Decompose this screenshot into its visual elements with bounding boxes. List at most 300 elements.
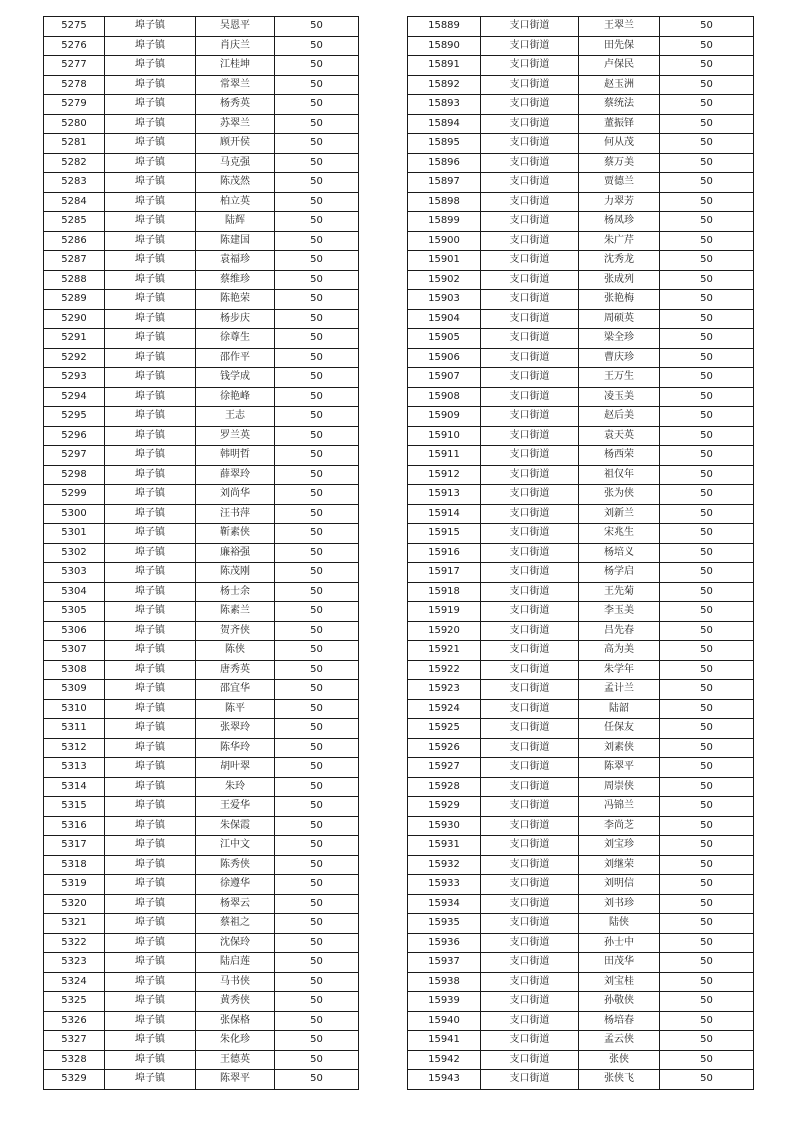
cell-amount: 50 [275,173,359,193]
cell-name: 王志 [196,407,275,427]
table-row [408,251,754,271]
cell-town: 支口街道 [481,543,579,563]
cell-amount: 50 [660,953,754,973]
cell-town: 支口街道 [481,933,579,953]
table-row [44,894,359,914]
cell-number: 5292 [44,348,105,368]
cell-amount: 50 [275,777,359,797]
cell-amount: 50 [660,17,754,37]
cell-amount: 50 [275,368,359,388]
cell-town: 埠子镇 [105,290,196,310]
table-row [44,387,359,407]
cell-amount: 50 [275,563,359,583]
cell-name: 常翠兰 [196,75,275,95]
cell-town: 埠子镇 [105,797,196,817]
cell-town: 埠子镇 [105,75,196,95]
cell-number: 5310 [44,699,105,719]
cell-name: 刘尚华 [196,485,275,505]
table-row [44,738,359,758]
cell-amount: 50 [275,680,359,700]
cell-amount: 50 [660,426,754,446]
table-row [408,231,754,251]
cell-amount: 50 [275,602,359,622]
cell-town: 埠子镇 [105,543,196,563]
cell-name: 薛翠玲 [196,465,275,485]
cell-amount: 50 [660,719,754,739]
cell-amount: 50 [660,134,754,154]
cell-amount: 50 [660,524,754,544]
table-row [408,134,754,154]
cell-name: 吕先春 [579,621,660,641]
cell-town: 支口街道 [481,524,579,544]
table-row [44,914,359,934]
cell-name: 陈平 [196,699,275,719]
table-row [408,1050,754,1070]
cell-amount: 50 [660,797,754,817]
cell-town: 支口街道 [481,641,579,661]
cell-name: 陈华玲 [196,738,275,758]
cell-name: 韩明哲 [196,446,275,466]
cell-name: 任保友 [579,719,660,739]
cell-name: 柏立英 [196,192,275,212]
cell-name: 陆韶 [579,699,660,719]
cell-amount: 50 [275,426,359,446]
table-row [44,758,359,778]
cell-town: 埠子镇 [105,348,196,368]
table-row [44,602,359,622]
cell-name: 徐艳峰 [196,387,275,407]
cell-town: 埠子镇 [105,407,196,427]
cell-name: 江桂坤 [196,56,275,76]
cell-number: 15900 [408,231,481,251]
cell-amount: 50 [275,660,359,680]
cell-number: 5280 [44,114,105,134]
cell-name: 刘明信 [579,875,660,895]
cell-amount: 50 [660,231,754,251]
cell-amount: 50 [275,134,359,154]
cell-name: 袁福珍 [196,251,275,271]
cell-number: 5317 [44,836,105,856]
cell-name: 李玉美 [579,602,660,622]
table-row [44,699,359,719]
cell-town: 支口街道 [481,758,579,778]
cell-town: 埠子镇 [105,329,196,349]
table-row [44,134,359,154]
table-row [408,543,754,563]
table-row [44,446,359,466]
cell-amount: 50 [275,914,359,934]
table-row [44,114,359,134]
cell-number: 5275 [44,17,105,37]
cell-amount: 50 [660,114,754,134]
cell-town: 支口街道 [481,231,579,251]
cell-name: 贾德兰 [579,173,660,193]
cell-amount: 50 [660,270,754,290]
cell-name: 王德英 [196,1050,275,1070]
cell-town: 埠子镇 [105,270,196,290]
cell-town: 埠子镇 [105,212,196,232]
table-row [408,660,754,680]
cell-town: 支口街道 [481,836,579,856]
table-row [408,270,754,290]
cell-amount: 50 [660,816,754,836]
cell-amount: 50 [660,75,754,95]
cell-number: 5295 [44,407,105,427]
cell-number: 5314 [44,777,105,797]
cell-name: 朱学年 [579,660,660,680]
cell-number: 5308 [44,660,105,680]
cell-name: 周硕英 [579,309,660,329]
table-row [44,95,359,115]
cell-town: 支口街道 [481,1070,579,1090]
cell-name: 钱学成 [196,368,275,388]
cell-amount: 50 [275,504,359,524]
cell-number: 5279 [44,95,105,115]
cell-number: 5312 [44,738,105,758]
cell-town: 埠子镇 [105,524,196,544]
cell-town: 埠子镇 [105,894,196,914]
table-row [44,660,359,680]
cell-name: 陆侠 [579,914,660,934]
cell-number: 5299 [44,485,105,505]
cell-town: 支口街道 [481,972,579,992]
cell-amount: 50 [275,192,359,212]
cell-number: 5319 [44,875,105,895]
cell-name: 杨步庆 [196,309,275,329]
cell-amount: 50 [660,192,754,212]
cell-town: 埠子镇 [105,251,196,271]
cell-number: 15898 [408,192,481,212]
cell-amount: 50 [660,95,754,115]
cell-number: 5301 [44,524,105,544]
table-row [44,212,359,232]
table-row [408,114,754,134]
cell-town: 支口街道 [481,777,579,797]
cell-number: 5307 [44,641,105,661]
cell-name: 苏翠兰 [196,114,275,134]
cell-name: 张保格 [196,1011,275,1031]
cell-number: 5282 [44,153,105,173]
cell-amount: 50 [660,212,754,232]
cell-number: 15928 [408,777,481,797]
cell-town: 埠子镇 [105,17,196,37]
cell-town: 支口街道 [481,738,579,758]
cell-name: 赵玉洲 [579,75,660,95]
cell-town: 埠子镇 [105,173,196,193]
table-row [44,680,359,700]
cell-number: 5305 [44,602,105,622]
cell-town: 支口街道 [481,153,579,173]
cell-name: 孙敬侠 [579,992,660,1012]
cell-number: 5313 [44,758,105,778]
cell-amount: 50 [660,933,754,953]
cell-amount: 50 [275,387,359,407]
cell-name: 蔡维珍 [196,270,275,290]
table-row [44,875,359,895]
cell-name: 孙士中 [579,933,660,953]
cell-name: 梁全珍 [579,329,660,349]
cell-name: 凌玉美 [579,387,660,407]
cell-amount: 50 [275,543,359,563]
cell-name: 陈茂然 [196,173,275,193]
cell-name: 吴恩平 [196,17,275,37]
cell-town: 埠子镇 [105,738,196,758]
cell-amount: 50 [660,660,754,680]
cell-town: 支口街道 [481,446,579,466]
cell-number: 5321 [44,914,105,934]
cell-amount: 50 [660,1031,754,1051]
table-row [408,309,754,329]
cell-number: 15935 [408,914,481,934]
table-row [408,348,754,368]
cell-town: 埠子镇 [105,777,196,797]
cell-amount: 50 [275,894,359,914]
cell-name: 江中文 [196,836,275,856]
table-row [408,387,754,407]
cell-name: 贺齐侠 [196,621,275,641]
table-row [44,56,359,76]
cell-amount: 50 [275,75,359,95]
cell-amount: 50 [660,875,754,895]
cell-number: 15943 [408,1070,481,1090]
cell-town: 支口街道 [481,465,579,485]
table-row [408,738,754,758]
table-row [408,758,754,778]
cell-number: 15907 [408,368,481,388]
cell-number: 15914 [408,504,481,524]
table-row [408,719,754,739]
cell-name: 王万生 [579,368,660,388]
right-table-body [408,17,754,1090]
cell-number: 5288 [44,270,105,290]
table-row [44,1070,359,1090]
cell-name: 张翠玲 [196,719,275,739]
cell-amount: 50 [660,309,754,329]
table-row [44,348,359,368]
cell-town: 埠子镇 [105,309,196,329]
cell-amount: 50 [660,368,754,388]
cell-number: 5302 [44,543,105,563]
table-row [408,894,754,914]
cell-amount: 50 [660,446,754,466]
cell-name: 高为美 [579,641,660,661]
cell-name: 孟计兰 [579,680,660,700]
cell-name: 王翠兰 [579,17,660,37]
cell-town: 埠子镇 [105,855,196,875]
cell-town: 埠子镇 [105,504,196,524]
cell-name: 袁天英 [579,426,660,446]
cell-town: 支口街道 [481,855,579,875]
cell-town: 支口街道 [481,485,579,505]
cell-name: 杨士余 [196,582,275,602]
cell-amount: 50 [660,251,754,271]
cell-amount: 50 [275,251,359,271]
cell-amount: 50 [275,816,359,836]
table-row [408,36,754,56]
table-row [44,641,359,661]
cell-amount: 50 [660,602,754,622]
cell-number: 15939 [408,992,481,1012]
cell-amount: 50 [660,153,754,173]
cell-number: 5325 [44,992,105,1012]
cell-number: 15938 [408,972,481,992]
cell-number: 15924 [408,699,481,719]
table-row [408,563,754,583]
cell-town: 埠子镇 [105,387,196,407]
cell-name: 徐遵华 [196,875,275,895]
cell-amount: 50 [275,36,359,56]
cell-number: 15932 [408,855,481,875]
cell-number: 15894 [408,114,481,134]
cell-amount: 50 [660,777,754,797]
table-row [408,972,754,992]
cell-amount: 50 [660,972,754,992]
cell-number: 15897 [408,173,481,193]
cell-amount: 50 [660,563,754,583]
cell-name: 刘书珍 [579,894,660,914]
table-row [44,75,359,95]
cell-town: 支口街道 [481,36,579,56]
cell-town: 支口街道 [481,797,579,817]
cell-number: 15922 [408,660,481,680]
cell-town: 埠子镇 [105,231,196,251]
cell-town: 埠子镇 [105,114,196,134]
left-table [43,16,359,1090]
cell-name: 董振铎 [579,114,660,134]
cell-town: 埠子镇 [105,719,196,739]
cell-name: 陈翠平 [196,1070,275,1090]
cell-amount: 50 [660,992,754,1012]
cell-name: 张为侠 [579,485,660,505]
cell-number: 15896 [408,153,481,173]
cell-number: 5283 [44,173,105,193]
table-row [44,231,359,251]
cell-number: 5278 [44,75,105,95]
cell-town: 支口街道 [481,1050,579,1070]
cell-amount: 50 [275,407,359,427]
cell-amount: 50 [660,699,754,719]
cell-amount: 50 [660,407,754,427]
cell-name: 马克强 [196,153,275,173]
cell-number: 15919 [408,602,481,622]
cell-town: 支口街道 [481,1031,579,1051]
cell-town: 埠子镇 [105,446,196,466]
cell-number: 5277 [44,56,105,76]
cell-town: 埠子镇 [105,1050,196,1070]
table-row [408,1031,754,1051]
cell-amount: 50 [660,504,754,524]
table-row [408,699,754,719]
table-row [408,504,754,524]
cell-town: 支口街道 [481,875,579,895]
cell-name: 曹庆珍 [579,348,660,368]
cell-amount: 50 [660,855,754,875]
cell-town: 埠子镇 [105,836,196,856]
cell-amount: 50 [275,972,359,992]
table-row [44,524,359,544]
cell-number: 15942 [408,1050,481,1070]
cell-amount: 50 [660,641,754,661]
cell-amount: 50 [275,699,359,719]
cell-town: 埠子镇 [105,426,196,446]
cell-town: 埠子镇 [105,582,196,602]
cell-amount: 50 [275,153,359,173]
cell-town: 埠子镇 [105,602,196,622]
cell-amount: 50 [275,758,359,778]
cell-town: 埠子镇 [105,36,196,56]
cell-name: 肖庆兰 [196,36,275,56]
cell-name: 孟云侠 [579,1031,660,1051]
table-row [44,251,359,271]
cell-number: 5296 [44,426,105,446]
cell-number: 5276 [44,36,105,56]
cell-amount: 50 [660,914,754,934]
cell-name: 宋兆生 [579,524,660,544]
table-row [408,602,754,622]
cell-amount: 50 [275,114,359,134]
cell-number: 5304 [44,582,105,602]
table-row [44,1050,359,1070]
table-row [408,1070,754,1090]
cell-name: 朱玲 [196,777,275,797]
cell-town: 支口街道 [481,134,579,154]
table-row [408,173,754,193]
cell-number: 5320 [44,894,105,914]
cell-name: 李尚芝 [579,816,660,836]
cell-town: 埠子镇 [105,914,196,934]
table-row [44,329,359,349]
table-row [44,933,359,953]
cell-name: 蔡统法 [579,95,660,115]
table-row [408,368,754,388]
cell-amount: 50 [660,1070,754,1090]
cell-number: 15909 [408,407,481,427]
cell-amount: 50 [660,543,754,563]
cell-number: 15940 [408,1011,481,1031]
table-row [44,17,359,37]
cell-name: 唐秀英 [196,660,275,680]
cell-number: 5289 [44,290,105,310]
table-row [408,407,754,427]
cell-number: 15930 [408,816,481,836]
cell-name: 卢保民 [579,56,660,76]
cell-town: 支口街道 [481,173,579,193]
cell-town: 支口街道 [481,914,579,934]
cell-amount: 50 [275,17,359,37]
cell-number: 15912 [408,465,481,485]
cell-number: 5318 [44,855,105,875]
cell-number: 5309 [44,680,105,700]
table-row [408,485,754,505]
table-row [44,797,359,817]
cell-number: 15926 [408,738,481,758]
cell-town: 支口街道 [481,426,579,446]
cell-number: 5287 [44,251,105,271]
cell-number: 15910 [408,426,481,446]
cell-number: 15923 [408,680,481,700]
table-row [44,1011,359,1031]
cell-amount: 50 [275,56,359,76]
cell-amount: 50 [660,1050,754,1070]
cell-amount: 50 [660,173,754,193]
cell-name: 杨秀英 [196,95,275,115]
table-row [408,56,754,76]
cell-number: 15916 [408,543,481,563]
cell-name: 陈茂刚 [196,563,275,583]
table-row [44,1031,359,1051]
cell-name: 陈素兰 [196,602,275,622]
cell-number: 5303 [44,563,105,583]
